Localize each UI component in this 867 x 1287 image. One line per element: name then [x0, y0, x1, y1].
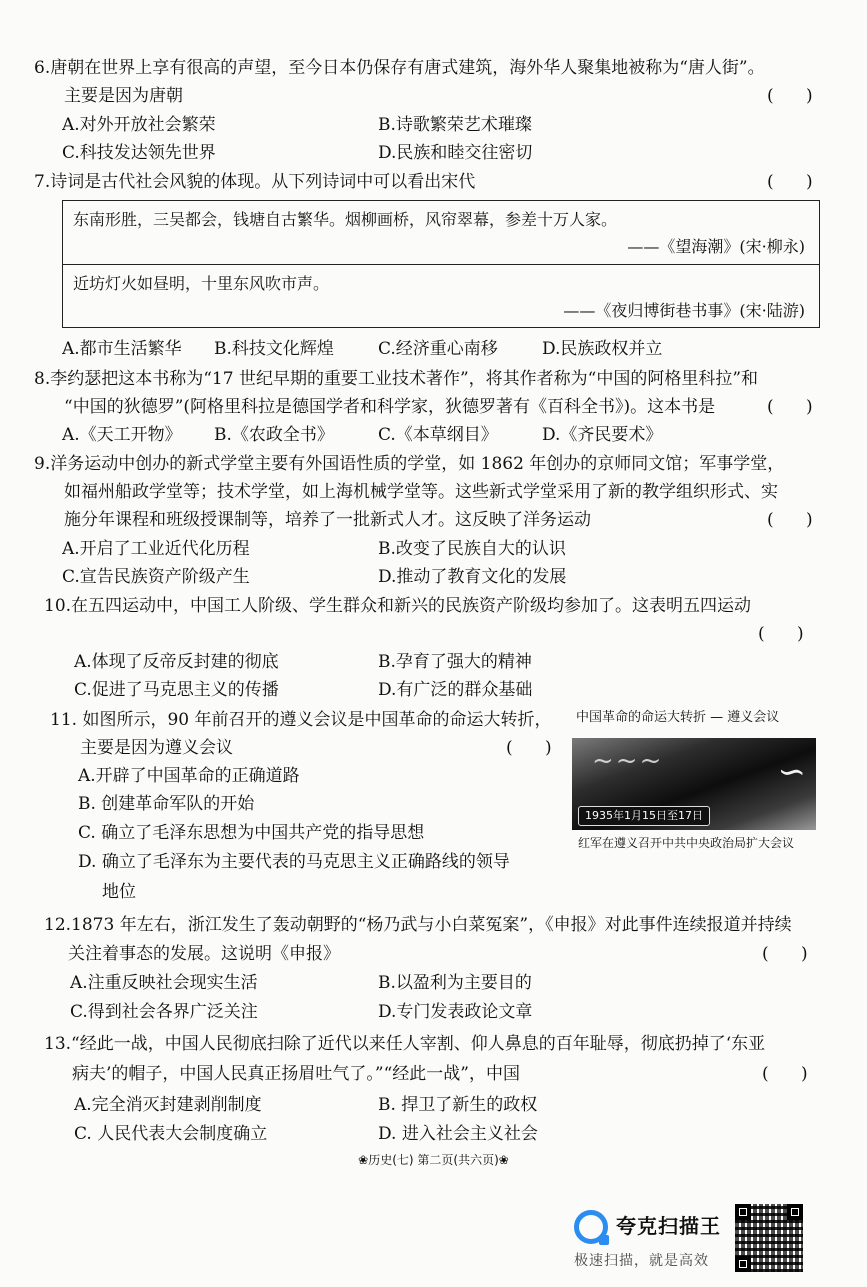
q7-poem2-source: ——《夜归博街巷书事》(宋·陆游) — [563, 301, 805, 320]
q6-stem-line1: 6.唐朝在世界上享有很高的声望，至今日本仍保存有唐式建筑，海外华人聚集地被称为“唐人街”。 — [34, 58, 765, 78]
q8-option-d: D.《齐民要术》 — [542, 425, 663, 445]
figure-subtitle: 红军在遵义召开中共中央政治局扩大会议 — [578, 836, 795, 850]
q7-answer-paren: ( ) — [767, 172, 813, 192]
q12-option-c: C.得到社会各界广泛关注 — [70, 1002, 258, 1022]
q11-option-a: A.开辟了中国革命的正确道路 — [78, 766, 300, 786]
q11-option-d-line1: D. 确立了毛泽东为主要代表的马克思主义正确路线的领导 — [78, 852, 510, 872]
figure-photo — [572, 738, 816, 830]
q9-stem-line1: 9.洋务运动中创办的新式学堂主要有外国语性质的学堂，如 1862 年创办的京师同文馆；军事学堂， — [34, 454, 785, 474]
zunyi-meeting-figure — [570, 708, 818, 858]
figure-caption: 中国革命的命运大转折 — 遵义会议 — [576, 710, 780, 725]
page-footer: ❀历史(七) 第二页(共六页)❀ — [358, 1153, 509, 1167]
q10-answer-paren: ( ) — [758, 624, 804, 644]
scanner-watermark — [568, 1200, 867, 1287]
q7-poem-box — [62, 200, 820, 328]
q12-stem-line2: 关注着事态的发展。这说明《申报》 — [68, 944, 340, 964]
q10-stem-line1: 10.在五四运动中，中国工人阶级、学生群众和新兴的民族资产阶级均参加了。这表明五四运动 — [44, 596, 752, 616]
q10-option-a: A.体现了反帝反封建的彻底 — [74, 652, 279, 672]
q6-answer-paren: ( ) — [767, 86, 813, 106]
q11-option-d-line2: 地位 — [102, 882, 136, 902]
q6-option-b: B.诗歌繁荣艺术璀璨 — [378, 115, 532, 135]
qr-finder-top-left — [735, 1204, 751, 1220]
q8-option-a: A.《天工开物》 — [62, 425, 182, 445]
q8-stem-line1: 8.李约瑟把这本书称为“17 世纪早期的重要工业技术著作”，将其作者称为“中国的阿格里科拉”和 — [34, 369, 759, 389]
q7-poem1-source: ——《望海潮》(宋·柳永) — [627, 237, 805, 256]
watermark-title: 夸克扫描王 — [616, 1214, 721, 1238]
q7-stem-line1: 7.诗词是古代社会风貌的体现。从下列诗词中可以看出宋代 — [34, 172, 476, 192]
q13-option-d: D. 进入社会主义社会 — [378, 1124, 538, 1144]
q10-option-c: C.促进了马克思主义的传播 — [74, 680, 279, 700]
q7-poem1: 东南形胜，三吴都会，钱塘自古繁华。烟柳画桥，风帘翠幕，参差十万人家。 — [73, 210, 618, 229]
q10-option-b: B.孕育了强大的精神 — [378, 652, 532, 672]
q6-option-d: D.民族和睦交往密切 — [378, 143, 533, 163]
q12-stem-line1: 12.1873 年左右，浙江发生了轰动朝野的“杨乃武与小白菜冤案”，《申报》对此事件连续报道并持续 — [44, 915, 792, 935]
q13-stem-line1: 13.“经此一战，中国人民彻底扫除了近代以来任人宰割、仰人鼻息的百年耻辱，彻底扔掉了‘东亚 — [44, 1034, 766, 1054]
q13-stem-line2: 病夫’的帽子，中国人民真正扬眉吐气了。”“经此一战”，中国 — [72, 1064, 520, 1084]
calligraphy-decoration-right: ∽ — [777, 752, 806, 792]
q11-option-c: C. 确立了毛泽东思想为中国共产党的指导思想 — [78, 823, 425, 843]
q7-option-d: D.民族政权并立 — [542, 339, 663, 359]
q6-option-a: A.对外开放社会繁荣 — [62, 115, 216, 135]
q10-option-d: D.有广泛的群众基础 — [378, 680, 533, 700]
q9-option-a: A.开启了工业近代化历程 — [62, 539, 250, 559]
q13-option-c: C. 人民代表大会制度确立 — [74, 1124, 268, 1144]
q9-option-b: B.改变了民族自大的认识 — [378, 539, 566, 559]
q9-stem-line2: 如福州船政学堂等；技术学堂，如上海机械学堂等。这些新式学堂采用了新的教学组织形式、实 — [64, 482, 778, 502]
q7-option-a: A.都市生活繁华 — [62, 339, 182, 359]
q11-option-b: B. 创建革命军队的开始 — [78, 794, 255, 814]
q6-stem-line2: 主要是因为唐朝 — [64, 86, 183, 106]
q8-option-c: C.《本草纲目》 — [378, 425, 498, 445]
q13-option-b: B. 捍卫了新生的政权 — [378, 1095, 538, 1115]
q9-option-d: D.推动了教育文化的发展 — [378, 567, 567, 587]
q12-answer-paren: ( ) — [762, 944, 808, 964]
q8-option-b: B.《农政全书》 — [214, 425, 334, 445]
watermark-subtitle: 极速扫描，就是高效 — [574, 1253, 709, 1269]
q8-answer-paren: ( ) — [767, 397, 813, 417]
q9-answer-paren: ( ) — [767, 510, 813, 530]
q7-option-b: B.科技文化辉煌 — [214, 339, 334, 359]
q12-option-b: B.以盈利为主要目的 — [378, 973, 532, 993]
q11-stem-line2: 主要是因为遵义会议 — [80, 738, 233, 758]
qr-finder-bottom-left — [735, 1256, 751, 1272]
q12-option-a: A.注重反映社会现实生活 — [70, 973, 258, 993]
q9-stem-line3: 施分年课程和班级授课制等，培养了一批新式人才。这反映了洋务运动 — [64, 510, 591, 530]
q6-option-c: C.科技发达领先世界 — [62, 143, 216, 163]
q7-poem-divider — [63, 264, 819, 265]
qr-finder-top-right — [787, 1204, 803, 1220]
q7-poem2: 近坊灯火如昼明，十里东风吹市声。 — [73, 274, 330, 293]
q8-stem-line2: “中国的狄德罗”(阿格里科拉是德国学者和科学家，狄德罗著有《百科全书》)。这本书是 — [64, 397, 716, 417]
calligraphy-decoration: ~~~ — [592, 746, 664, 776]
q13-answer-paren: ( ) — [762, 1064, 808, 1084]
figure-date-badge: 1935年1月15日至17日 — [578, 806, 710, 826]
q11-stem-line1: 11. 如图所示，90 年前召开的遵义会议是中国革命的命运大转折， — [50, 710, 552, 730]
q13-option-a: A.完全消灭封建剥削制度 — [74, 1095, 262, 1115]
q7-option-c: C.经济重心南移 — [378, 339, 498, 359]
q12-option-d: D.专门发表政论文章 — [378, 1002, 533, 1022]
quark-logo-icon — [574, 1210, 608, 1244]
q9-option-c: C.宣告民族资产阶级产生 — [62, 567, 250, 587]
qr-code-icon[interactable] — [735, 1204, 803, 1272]
q11-answer-paren: ( ) — [506, 738, 552, 758]
